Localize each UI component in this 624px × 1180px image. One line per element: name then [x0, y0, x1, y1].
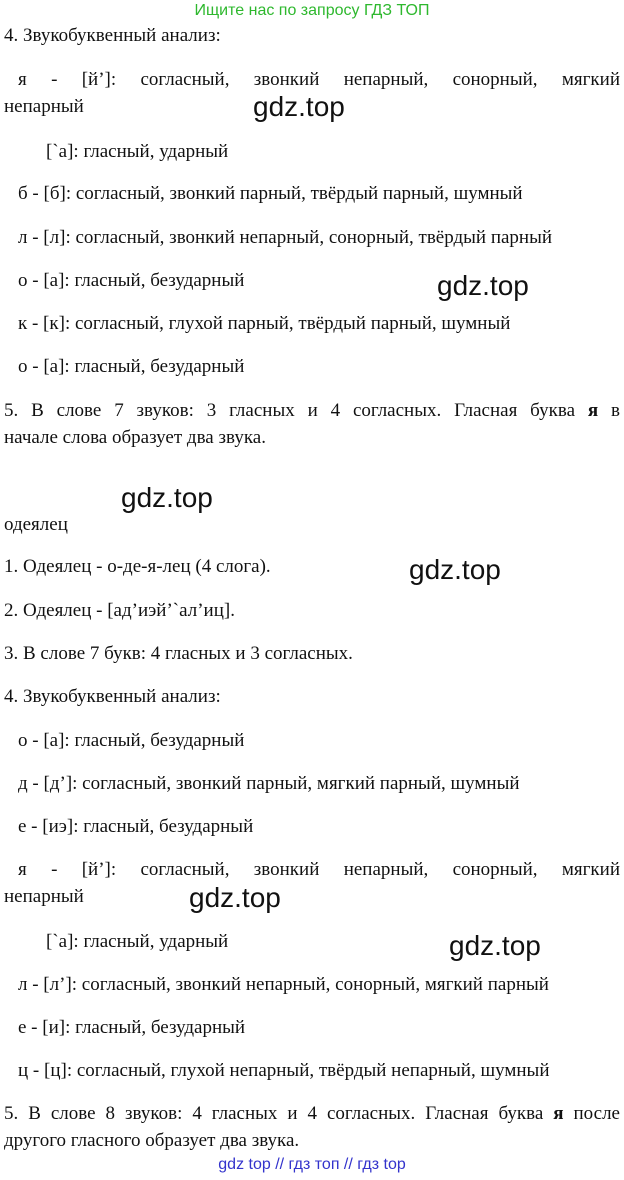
sound-d: д - [д’]: согласный, звонкий парный, мягкий парный, шумный — [18, 773, 520, 794]
sounds-count-line1: 5. В слове 7 звуков: 3 гласных и 4 согласных. Гласная буква я в — [4, 400, 620, 421]
sound-k: к - [к]: согласный, глухой парный, твёрдый парный, шумный — [18, 313, 511, 334]
watermark: gdz.top — [253, 91, 345, 122]
sound-a-stressed: [`а]: гласный, ударный — [46, 141, 229, 162]
sound-o-1: о - [а]: гласный, безударный — [18, 270, 245, 291]
sounds-count-2-line1: 5. В слове 8 звуков: 4 гласных и 4 согласных. Гласная буква я после — [4, 1103, 620, 1124]
sound-ya-line2: непарный — [4, 96, 84, 117]
transcription-line: 2. Одеялец - [ад’иэй’`ал’иц]. — [4, 600, 235, 621]
watermark: gdz.top — [449, 930, 541, 961]
sounds-count-2-line2: другого гласного образует два звука. — [4, 1130, 300, 1151]
watermark: gdz.top — [437, 270, 529, 301]
sound-a-stressed-2: [`а]: гласный, ударный — [46, 931, 229, 952]
top-banner: Ищите нас по запросу ГДЗ ТОП — [194, 2, 430, 19]
sound-ya-2-line2: непарный — [4, 886, 84, 907]
sound-o-2: о - [а]: гласный, безударный — [18, 356, 245, 377]
analysis-heading: 4. Звукобуквенный анализ: — [4, 25, 221, 46]
watermark: gdz.top — [189, 882, 281, 913]
sound-ya-2-line1: я - [й’]: согласный, звонкий непарный, сонорный, мягкий — [18, 859, 620, 880]
syllables-line: 1. Одеялец - о-де-я-лец (4 слога). — [4, 556, 271, 577]
watermark: gdz.top — [409, 554, 501, 585]
sound-ts: ц - [ц]: согласный, глухой непарный, твёрдый непарный, шумный — [18, 1060, 550, 1081]
bottom-banner: gdz top // гдз топ // гдз top — [218, 1156, 406, 1173]
watermark: gdz.top — [121, 482, 213, 513]
sound-e-2: е - [и]: гласный, безударный — [18, 1017, 246, 1038]
sound-l: л - [л]: согласный, звонкий непарный, сонорный, твёрдый парный — [18, 227, 553, 248]
sound-o: о - [а]: гласный, безударный — [18, 730, 245, 751]
letters-count-line: 3. В слове 7 букв: 4 гласных и 3 согласных. — [4, 643, 353, 664]
sound-ya-line1: я - [й’]: согласный, звонкий непарный, сонорный, мягкий — [18, 69, 620, 90]
sound-e-1: е - [иэ]: гласный, безударный — [18, 816, 254, 837]
sounds-count-line2: начале слова образует два звука. — [4, 427, 266, 448]
analysis-heading-2: 4. Звукобуквенный анализ: — [4, 686, 221, 707]
sound-l-soft: л - [л’]: согласный, звонкий непарный, сонорный, мягкий парный — [18, 974, 549, 995]
sound-b: б - [б]: согласный, звонкий парный, твёрдый парный, шумный — [18, 183, 523, 204]
word-title: одеялец — [4, 514, 68, 535]
